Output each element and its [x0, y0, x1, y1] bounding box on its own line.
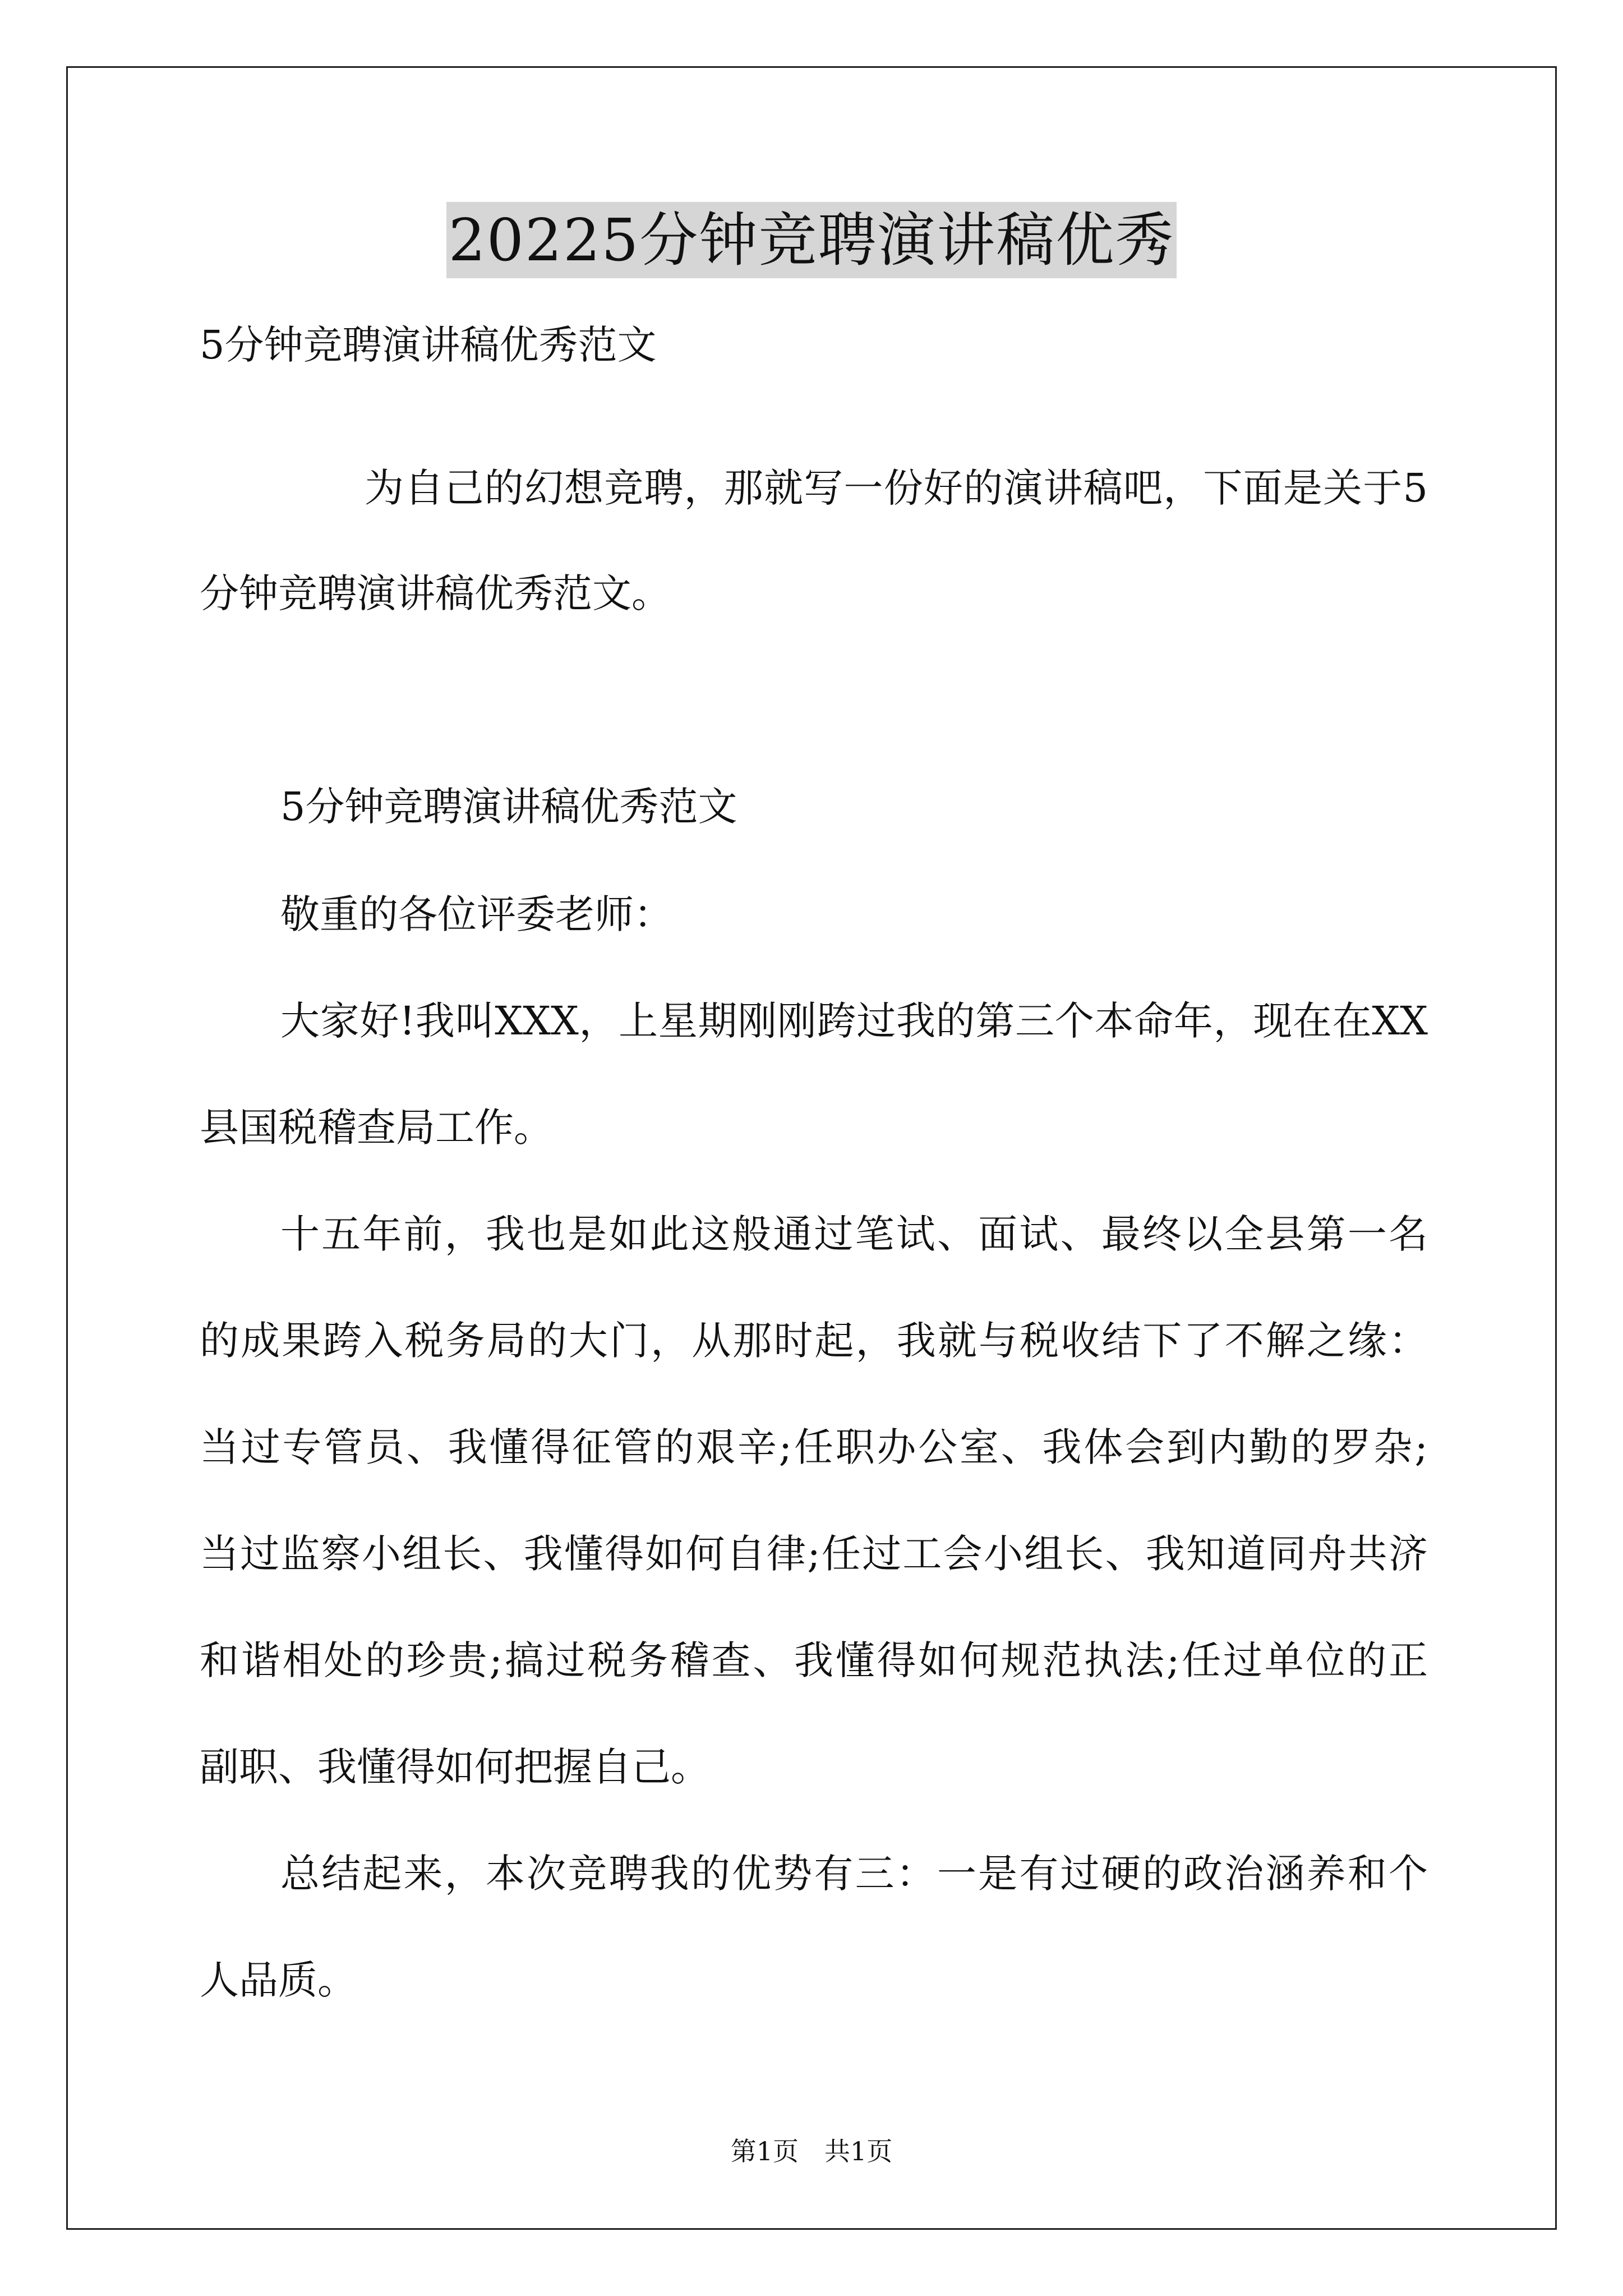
section-heading: 5分钟竞聘演讲稿优秀范文	[280, 784, 737, 830]
title-container	[0, 202, 1623, 278]
document-title: 20225分钟竞聘演讲稿优秀	[446, 202, 1177, 278]
paragraph-2-line-6: 副职、我懂得如何把握自己。	[200, 1744, 710, 1790]
intro-line-2: 分钟竞聘演讲稿优秀范文。	[200, 570, 671, 616]
subtitle-line: 5分钟竞聘演讲稿优秀范文	[200, 322, 657, 368]
paragraph-3-line-2: 人品质。	[200, 1957, 357, 2003]
paragraph-2-line-4: 当过监察小组长、我懂得如何自律;任过工会小组长、我知道同舟共济	[200, 1531, 1428, 1577]
salutation: 敬重的各位评委老师：	[280, 891, 673, 937]
paragraph-3-line-1: 总结起来，本次竞聘我的优势有三：一是有过硬的政治涵养和个	[280, 1851, 1428, 1897]
paragraph-2-line-2: 的成果跨入税务局的大门，从那时起，我就与税收结下了不解之缘：	[200, 1318, 1428, 1364]
intro-line-1: 为自己的幻想竞聘，那就写一份好的演讲稿吧，下面是关于5	[365, 465, 1428, 511]
paragraph-1-line-1: 大家好!我叫XXX，上星期刚刚跨过我的第三个本命年，现在在XX	[280, 998, 1428, 1044]
paragraph-2-line-5: 和谐相处的珍贵;搞过税务稽查、我懂得如何规范执法;任过单位的正	[200, 1637, 1428, 1683]
paragraph-1-line-2: 县国税稽查局工作。	[200, 1105, 553, 1151]
page-number-footer: 第1页 共1页	[730, 2136, 893, 2166]
paragraph-2-line-3: 当过专管员、我懂得征管的艰辛;任职办公室、我体会到内勤的罗杂;	[200, 1424, 1428, 1470]
paragraph-2-line-1: 十五年前，我也是如此这般通过笔试、面试、最终以全县第一名	[280, 1211, 1428, 1257]
